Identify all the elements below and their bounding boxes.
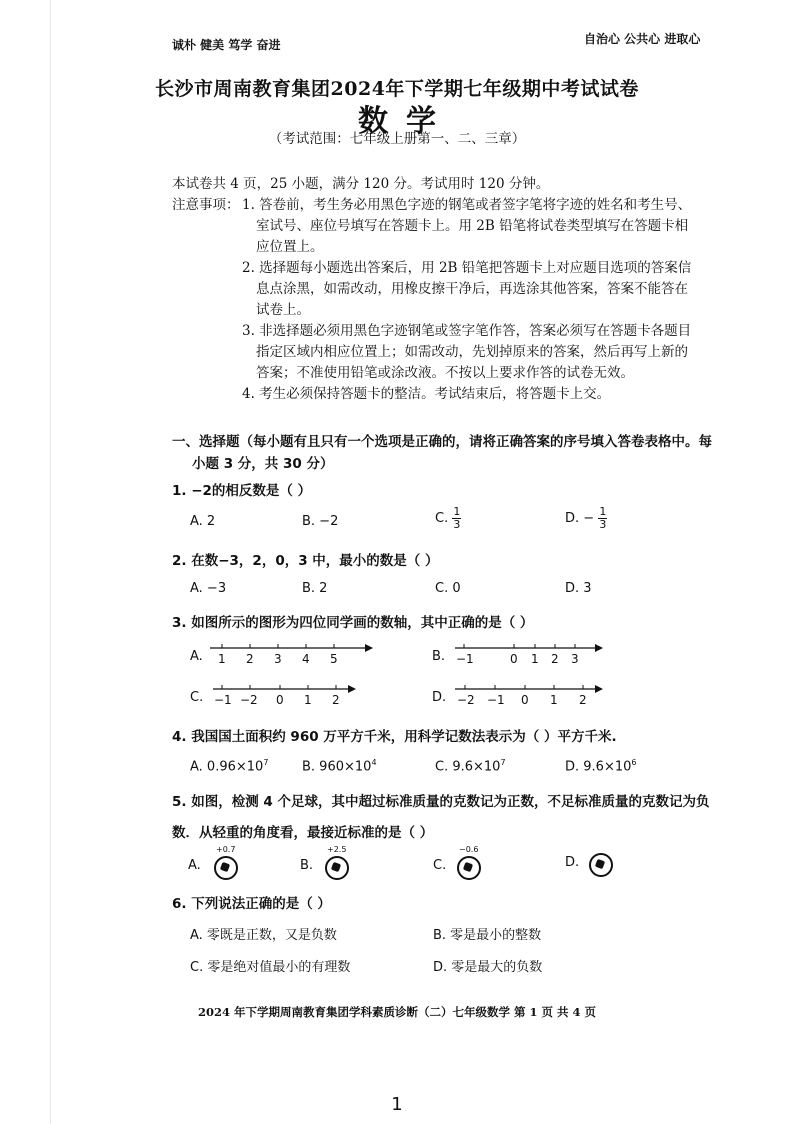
note-3 xyxy=(242,321,691,384)
tick-label: −2 xyxy=(240,693,258,707)
tick-label: 2 xyxy=(246,652,254,666)
note-line: 指定区域内相应位置上；如需改动，先划掉原来的答案，然后再写上新的 xyxy=(256,344,688,360)
q5-option-d-label: D. xyxy=(565,855,580,870)
q2-option-a: A. −3 xyxy=(190,581,227,596)
q3-number-line-d xyxy=(450,681,605,709)
tick-label: 4 xyxy=(302,652,310,666)
q2-option-b: B. 2 xyxy=(302,581,328,596)
exam-title: 长沙市周南教育集团2024年下学期七年级期中考试试卷 xyxy=(155,78,639,100)
note-1 xyxy=(242,195,691,258)
note-4 xyxy=(242,384,610,405)
q4-stem: 4. 我国国土面积约 960 万平方千米，用科学记数法表示为（ ）平方千米. xyxy=(172,729,617,745)
exponent: 6 xyxy=(631,758,637,767)
note-line: 1. 答卷前，考生务必用黑色字迹的钢笔或者签字笔将字迹的姓名和考生号、 xyxy=(242,197,692,213)
tick-label: 1 xyxy=(531,652,539,666)
q2-option-d: D. 3 xyxy=(565,581,592,596)
note-2 xyxy=(242,258,691,321)
tick-label: 2 xyxy=(332,693,340,707)
section1-heading: 一、选择题（每小题有且只有一个选项是正确的，请将正确答案的序号填入答卷表格中。每 xyxy=(172,434,712,450)
denominator: 3 xyxy=(599,518,607,531)
section1-heading-cont: 小题 3 分，共 30 分） xyxy=(192,456,334,472)
tick-label: −1 xyxy=(456,652,474,666)
q4-option-a xyxy=(190,758,268,774)
tick-label: −2 xyxy=(457,693,475,707)
tick-label: 2 xyxy=(579,693,587,707)
option-text: A. 0.96×10 xyxy=(190,759,264,775)
q2-stem: 2. 在数−3，2，0，3 中，最小的数是（ ） xyxy=(172,553,439,569)
page-footer: 2024 年下学期周南教育集团学科素质诊断（二）七年级数学 第 1 页 共 4 页 xyxy=(197,1005,597,1019)
q3-stem: 3. 如图所示的图形为四位同学画的数轴，其中正确的是（ ） xyxy=(172,615,534,631)
q5-c-value: −0.6 xyxy=(459,845,479,854)
option-text: D. 9.6×10 xyxy=(565,759,632,775)
q3-option-a-label: A. xyxy=(190,649,203,664)
note-line: 室试号、座位号填写在答题卡上。用 2B 铅笔将试卷类型填写在答题卡相 xyxy=(256,218,689,234)
exponent: 7 xyxy=(263,758,269,767)
option-text: B. 960×10 xyxy=(302,759,372,775)
exam-scope: （考试范围：七年级上册第一、二、三章） xyxy=(268,131,526,147)
subject-title: 数学 xyxy=(358,104,454,139)
q1-option-a: A. 2 xyxy=(190,514,216,529)
q6-option-d: D. 零是最大的负数 xyxy=(433,960,543,975)
motto-left: 诚朴 健美 笃学 奋进 xyxy=(172,38,281,52)
q3-number-line-c xyxy=(208,681,363,709)
note-line: 4. 考生必须保持答题卡的整洁。考试结束后，将答题卡上交。 xyxy=(242,386,611,402)
motto-right: 自治心 公共心 进取心 xyxy=(584,32,701,46)
tick-label: 1 xyxy=(550,693,558,707)
q4-option-b xyxy=(302,758,377,774)
q6-option-c: C. 零是绝对值最小的有理数 xyxy=(190,960,351,975)
exam-info: 本试卷共 4 页，25 小题，满分 120 分。考试用时 120 分钟。 xyxy=(172,176,550,192)
exponent: 4 xyxy=(371,758,377,767)
q1-option-c xyxy=(435,506,461,531)
note-line: 3. 非选择题必须用黑色字迹钢笔或签字笔作答，答案必须写在答题卡各题目 xyxy=(242,323,692,339)
note-line: 答案；不准使用铅笔或涂改液。不按以上要求作答的试卷无效。 xyxy=(256,365,634,381)
soccer-ball-icon xyxy=(457,856,481,880)
fraction xyxy=(598,506,607,531)
tick-label: 1 xyxy=(218,652,226,666)
tick-label: 3 xyxy=(571,652,579,666)
denominator: 3 xyxy=(453,518,461,531)
notes-label: 注意事项： xyxy=(172,197,240,213)
option-label: C. xyxy=(435,511,449,526)
tick-label: 0 xyxy=(276,693,284,707)
q5-stem-line2: 数．从轻重的角度看，最接近标准的是（ ） xyxy=(172,825,434,841)
q3-option-c-label: C. xyxy=(190,690,204,705)
q3-number-line-a xyxy=(205,640,375,668)
q1-stem: 1. −2的相反数是（ ） xyxy=(172,483,312,499)
note-line: 息点涂黑，如需改动，用橡皮擦干净后，再选涂其他答案，答案不能答在 xyxy=(256,281,688,297)
tick-label: 5 xyxy=(330,652,338,666)
q1-option-d xyxy=(565,506,607,531)
tick-label: 2 xyxy=(551,652,559,666)
q5-option-a-label: A. xyxy=(188,858,201,873)
soccer-ball-icon xyxy=(325,856,349,880)
numerator: 1 xyxy=(599,505,607,518)
q2-option-c: C. 0 xyxy=(435,581,461,596)
tick-label: 3 xyxy=(274,652,282,666)
q5-a-value: +0.7 xyxy=(216,845,236,854)
q4-option-d xyxy=(565,758,636,774)
numerator: 1 xyxy=(453,505,461,518)
tick-label: −1 xyxy=(487,693,505,707)
q6-option-a: A. 零既是正数，又是负数 xyxy=(190,928,337,943)
note-line: 试卷上。 xyxy=(256,302,310,318)
q5-stem-line1: 5. 如图，检测 4 个足球，其中超过标准质量的克数记为正数，不足标准质量的克数记为负 xyxy=(172,794,710,810)
tick-label: −1 xyxy=(214,693,232,707)
q5-b-value: +2.5 xyxy=(327,845,347,854)
q4-option-c xyxy=(435,758,506,774)
q5-option-b-label: B. xyxy=(300,858,314,873)
note-line: 应位置上。 xyxy=(256,239,324,255)
tick-label: 1 xyxy=(304,693,312,707)
q5-option-c-label: C. xyxy=(433,858,447,873)
note-line: 2. 选择题每小题选出答案后，用 2B 铅笔把答题卡上对应题目选项的答案信 xyxy=(242,260,692,276)
q1-option-b: B. −2 xyxy=(302,514,339,529)
q3-number-line-b xyxy=(450,640,605,668)
q6-stem: 6. 下列说法正确的是（ ） xyxy=(172,896,331,912)
fraction xyxy=(452,506,461,531)
tick-label: 0 xyxy=(510,652,518,666)
scan-edge-line xyxy=(50,0,51,1124)
q3-option-d-label: D. xyxy=(432,690,447,705)
q6-option-b: B. 零是最小的整数 xyxy=(433,928,542,943)
option-text: C. 9.6×10 xyxy=(435,759,501,775)
soccer-ball-icon xyxy=(589,853,613,877)
exponent: 7 xyxy=(500,758,506,767)
page-number: 1 xyxy=(391,1094,403,1115)
soccer-ball-icon xyxy=(214,856,238,880)
tick-label: 0 xyxy=(521,693,529,707)
q3-option-b-label: B. xyxy=(432,649,446,664)
option-label: D. − xyxy=(565,511,595,526)
